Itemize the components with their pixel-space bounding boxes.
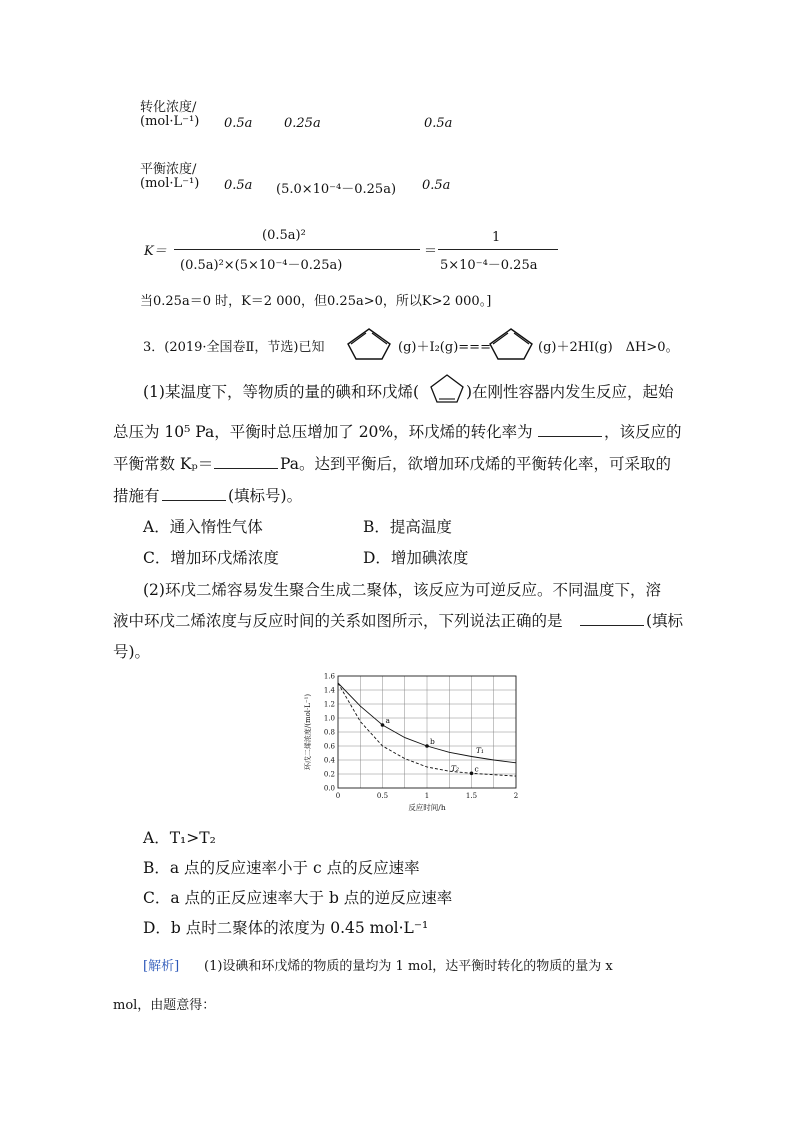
y-tick-label: 0.0 — [323, 784, 335, 793]
p1-line2-b: ，该反应的 — [604, 423, 682, 441]
q3-prefix: 3．(2019·全国卷Ⅱ，节选)已知 — [143, 340, 325, 355]
p2-line1: (2)环戊二烯容易发生聚合生成二聚体，该反应为可逆反应。不同温度下，溶 — [143, 581, 661, 599]
point-label-c: c — [474, 764, 479, 774]
answer-d: D．b 点时二聚体的浓度为 0.45 mol·L⁻¹ — [143, 919, 429, 937]
option-d: D．增加碘浓度 — [363, 549, 469, 567]
row2-unit: (mol·L⁻¹) — [140, 176, 200, 191]
row1-unit: (mol·L⁻¹) — [140, 114, 200, 129]
p1-line2-a: 总压为 10⁵ Pa，平衡时总压增加了 20%，环戊烯的转化率为 — [113, 423, 533, 441]
x-tick-label: 1.5 — [465, 792, 478, 800]
k-den2: 5×10⁻⁴－0.25a — [440, 258, 538, 273]
answer-blank-measures[interactable] — [162, 500, 226, 501]
row1-v2: 0.25a — [284, 116, 321, 131]
y-tick-label: 1.2 — [323, 700, 335, 709]
x-tick-label: 0.5 — [376, 792, 389, 800]
row2-label: 平衡浓度/ — [140, 162, 197, 177]
series-label-t1: T₁ — [475, 746, 484, 755]
row2-v1: 0.5a — [224, 178, 253, 193]
y-tick-label: 0.8 — [323, 728, 335, 737]
row1-label: 转化浓度/ — [140, 100, 197, 115]
cyclopentene-structure — [486, 326, 536, 362]
row1-v3: 0.5a — [424, 116, 453, 131]
p2-line2-a: 液中环戊二烯浓度与反应时间的关系如图所示，下列说法正确的是 — [113, 612, 563, 630]
y-tick-label: 0.4 — [323, 756, 335, 765]
analysis-line1: (1)设碘和环戊烯的物质的量均为 1 mol，达平衡时转化的物质的量为 x — [204, 959, 613, 974]
k-num2: 1 — [492, 230, 501, 245]
p2-line2-b: (填标 — [646, 612, 684, 630]
answer-blank-kp[interactable] — [214, 468, 278, 469]
x-axis-label: 反应时间/h — [408, 803, 446, 812]
analysis-line2: mol，由题意得： — [113, 998, 216, 1013]
p1-line1-b: )在刚性容器内发生反应，起始 — [466, 383, 674, 401]
x-tick-label: 1 — [424, 792, 430, 800]
p1-line3-a: 平衡常数 Kₚ＝ — [113, 455, 214, 473]
y-axis-label: 环戊二烯浓度/(mol·L⁻¹) — [304, 693, 312, 771]
y-tick-label: 0.2 — [323, 770, 335, 779]
k-den1: (0.5a)²×(5×10⁻⁴－0.25a) — [180, 258, 343, 273]
x-tick-label: 2 — [513, 792, 519, 800]
row2-v3: 0.5a — [422, 178, 451, 193]
y-tick-label: 0.6 — [323, 742, 335, 751]
answer-blank-conversion[interactable] — [538, 436, 602, 437]
point-label-b: b — [430, 737, 435, 746]
p1-line1-a: (1)某温度下，等物质的量的碘和环戊烯( — [143, 383, 420, 401]
cyclopentene-inline-structure — [428, 372, 466, 406]
conclusion: 当0.25a＝0 时，K＝2 000，但0.25a>0，所以K>2 000。] — [140, 294, 492, 309]
fraction-bar-2 — [438, 249, 558, 250]
series-label-t2: T₂ — [451, 764, 460, 774]
k-lhs: K＝ — [144, 244, 167, 259]
row1-v1: 0.5a — [224, 116, 253, 131]
cyclopentadiene-structure — [344, 326, 394, 362]
k-eq: ＝ — [424, 244, 438, 259]
data-point-a — [381, 723, 385, 727]
p1-line4-a: 措施有 — [113, 487, 160, 505]
analysis-tag: [解析] — [143, 959, 180, 974]
q3-suffix: (g)＋2HI(g) ΔH>0。 — [538, 340, 679, 355]
option-b: B．提高温度 — [363, 518, 452, 536]
data-point-c — [470, 772, 474, 776]
answer-b: B．a 点的反应速率小于 c 点的反应速率 — [143, 859, 420, 877]
option-a: A．通入惰性气体 — [143, 518, 263, 536]
k-num1: (0.5a)² — [262, 228, 306, 243]
option-c: C．增加环戊烯浓度 — [143, 549, 279, 567]
row2-v2: (5.0×10⁻⁴－0.25a) — [276, 182, 397, 197]
answer-a: A．T₁>T₂ — [143, 829, 216, 847]
x-tick-label: 0 — [335, 792, 341, 800]
y-tick-label: 1.4 — [323, 686, 335, 695]
fraction-bar-1 — [174, 249, 420, 250]
answer-c: C．a 点的正反应速率大于 b 点的逆反应速率 — [143, 889, 453, 907]
p1-line3-b: Pa。达到平衡后，欲增加环戊烯的平衡转化率，可采取的 — [280, 455, 671, 473]
q3-mid: (g)＋I₂(g)=== — [398, 340, 491, 355]
p2-line3: 号)。 — [113, 643, 151, 661]
y-tick-label: 1.6 — [323, 672, 335, 681]
concentration-time-chart — [300, 668, 532, 814]
data-point-b — [425, 744, 429, 748]
y-tick-label: 1.0 — [323, 714, 335, 723]
point-label-a: a — [385, 716, 390, 725]
p1-line4-b: (填标号)。 — [228, 487, 303, 505]
answer-blank-q2[interactable] — [580, 625, 644, 626]
